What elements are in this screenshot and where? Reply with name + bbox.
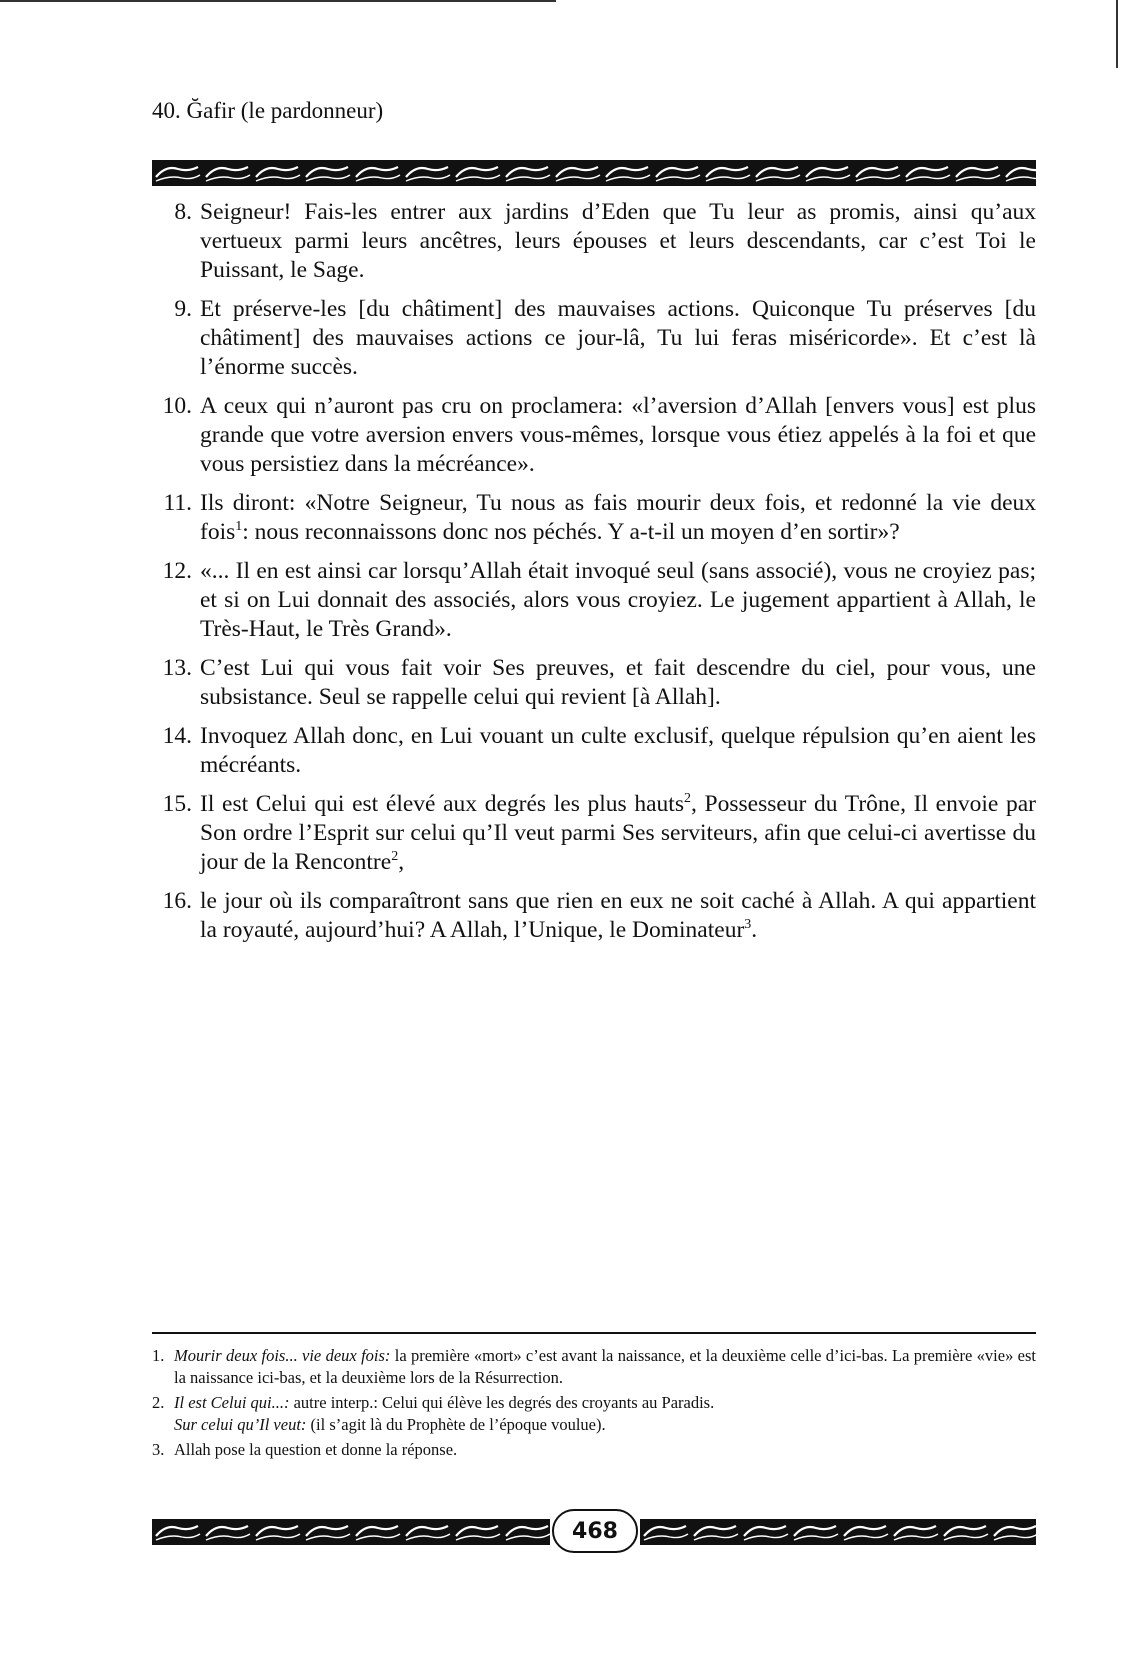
ornamental-band-top xyxy=(152,160,1036,186)
verse-10 xyxy=(152,392,1036,479)
verse-text: le jour où ils comparaîtront sans que rien en eux ne soit caché à Allah. A qui appartient la royauté, aujourd’hui? A Allah, l’Unique, le Dominateur xyxy=(200,888,1036,943)
footnote-1 xyxy=(152,1345,1036,1389)
verse-12 xyxy=(152,557,1036,644)
verse-text: : nous reconnaissons donc nos péchés. Y a-t-il un moyen d’en sortir»? xyxy=(242,519,900,545)
verse-15 xyxy=(152,790,1036,877)
verse-number: 11. xyxy=(163,490,192,516)
verse-text: Ils diront: «Notre Seigneur, Tu nous as fais mourir deux fois, et redonné la vie deux fois xyxy=(200,490,1036,545)
footnote-term: Il est Celui qui...: xyxy=(174,1393,290,1412)
verse-text: «... Il en est ainsi car lorsqu’Allah était invoqué seul (sans associé), vous ne croyiez pas; et si on Lui donnait des associés, alors vous croyiez. Le jugement appartient à Allah, le Très-Haut, le Très Grand». xyxy=(200,558,1036,642)
footnote-number: 1. xyxy=(152,1346,165,1365)
footnote-number: 2. xyxy=(152,1393,165,1412)
verse-text: Seigneur! Fais-les entrer aux jardins d’Eden que Tu leur as promis, ainsi qu’aux vertueux parmi leurs ancêtres, leurs épouses et leurs descendants, car c’est Toi le Puissant, le Sage. xyxy=(200,199,1036,283)
verse-13 xyxy=(152,654,1036,712)
footnote-number: 3. xyxy=(152,1440,165,1459)
verse-number: 8. xyxy=(174,199,192,225)
verse-text: C’est Lui qui vous fait voir Ses preuves, et fait descendre du ciel, pour vous, une subsistance. Seul se rappelle celui qui revient [à Allah]. xyxy=(200,655,1036,710)
footnote-text: Allah pose la question et donne la réponse. xyxy=(174,1440,458,1459)
footnote-term: Mourir deux fois... vie deux fois: xyxy=(174,1346,391,1365)
verse-text: Il est Celui qui est élevé aux degrés les plus hauts xyxy=(200,791,684,817)
verse-8 xyxy=(152,198,1036,285)
footnote-ref: 1 xyxy=(235,519,243,535)
verse-text: . xyxy=(751,917,758,943)
verse-list xyxy=(152,198,1036,955)
footnote-2 xyxy=(152,1392,1036,1436)
footnote-ref: 3 xyxy=(744,917,752,933)
footnote-ref: 2 xyxy=(683,791,691,807)
verse-number: 14. xyxy=(162,723,192,749)
footnote-term: Sur celui qu’Il veut: xyxy=(174,1415,307,1434)
ornamental-band-bottom-right xyxy=(640,1519,1036,1545)
verse-text: , Possesseur du Trône, Il envoie par Son ordre l’Esprit sur celui qu’Il veut parmi Ses serviteurs, afin que celui-ci avertisse du jour de la Rencontre xyxy=(200,791,1036,875)
verse-text: A ceux qui n’auront pas cru on proclamera: «l’aversion d’Allah [envers vous] est plus grande que votre aversion envers vous-mêmes, lorsque vous étiez appelés à la foi et que vous persistiez dans la mécréance». xyxy=(200,393,1036,477)
footnote-3 xyxy=(152,1439,1036,1461)
ornamental-band-bottom-left xyxy=(152,1519,550,1545)
verse-9 xyxy=(152,295,1036,382)
running-header: 40. Ğafir (le pardonneur) xyxy=(152,98,384,123)
right-edge-rule xyxy=(1116,0,1118,68)
verse-number: 16. xyxy=(162,888,192,914)
footnote-divider xyxy=(152,1332,1036,1334)
page-number: 468 xyxy=(552,1509,638,1553)
verse-text: , xyxy=(398,849,405,875)
verse-11 xyxy=(152,489,1036,547)
top-rule xyxy=(0,0,556,2)
verse-number: 15. xyxy=(162,791,192,817)
verse-14 xyxy=(152,722,1036,780)
footnote-ref: 2 xyxy=(391,849,399,865)
verse-number: 9. xyxy=(174,296,192,322)
verse-number: 12. xyxy=(162,558,192,584)
verse-number: 13. xyxy=(162,655,192,681)
verse-text: Invoquez Allah donc, en Lui vouant un culte exclusif, quelque répulsion qu’en aient les mécréants. xyxy=(200,723,1036,778)
footnote-text: autre interp.: Celui qui élève les degrés des croyants au Paradis. xyxy=(289,1393,715,1412)
footnote-list xyxy=(152,1345,1036,1464)
verse-number: 10. xyxy=(162,393,192,419)
footnote-text: la première «mort» c’est avant la naissance, et la deuxième celle d’ici-bas. La première «vie» est la naissance ici-bas, et la deuxième lors de la Résurrection. xyxy=(174,1346,1036,1387)
verse-text: Et préserve-les [du châtiment] des mauvaises actions. Quiconque Tu préserves [du châtiment] des mauvaises actions ce jour-lâ, Tu lui feras miséricorde». Et c’est là l’énorme succès. xyxy=(200,296,1036,380)
footnote-text: (il s’agit là du Prophète de l’époque voulue). xyxy=(306,1415,606,1434)
verse-16 xyxy=(152,887,1036,945)
